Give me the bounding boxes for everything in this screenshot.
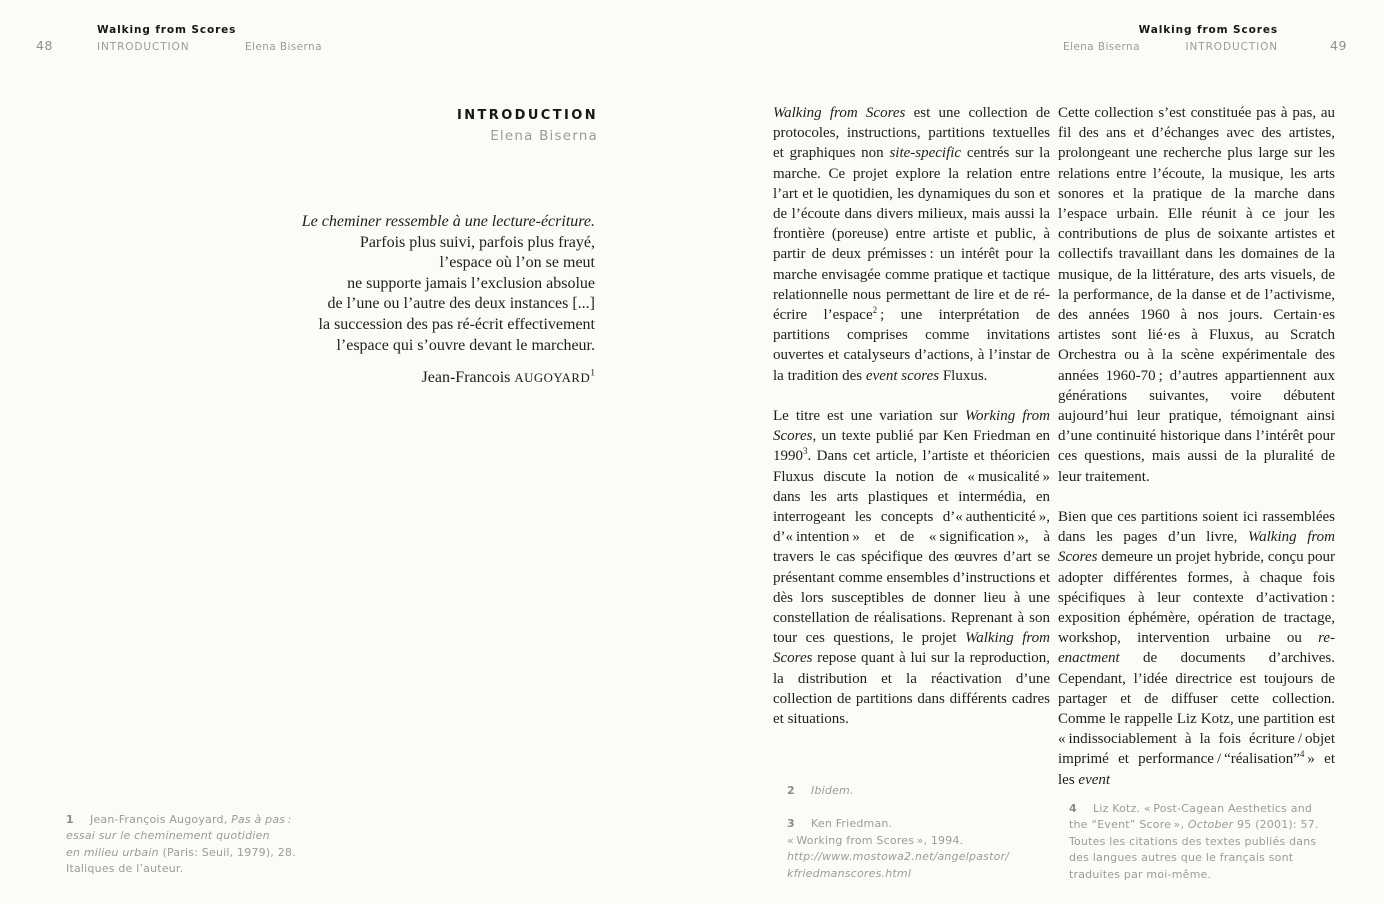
- epigraph-line: ne supporte jamais l’exclusion absolue: [347, 274, 595, 292]
- chapter-title: INTRODUCTION: [457, 108, 598, 123]
- footnote-2: [787, 783, 1052, 799]
- epigraph-attribution: Jean-Francois AUGOYARD$^1$: [421, 367, 595, 387]
- body-column-second: [1058, 103, 1335, 790]
- running-head-chapter-left: INTRODUCTION: [97, 41, 190, 53]
- paragraph: Bien que ces partitions soient ici rassemblées dans les pages d’un livre, Walking from Scores demeure un projet hybride, conçu pour adopter différentes formes, à chaque fois spécifiques à leur contexte d’activation : exposition éphémère, opération de tractage, workshop, intervention urbaine ou re-enactment de documents d’archives. Cependant, l’idée directrice est toujours de partager et de diffuser cette collection. Comme le rappelle Liz Kotz, une partition est « indissociablement à la fois écriture / objet imprimé et performance / “réalisation”$^4$ » et les event: [1058, 509, 1336, 788]
- footnote-text: Liz Kotz. « Post-Cagean Aesthetics and the “Event” Score », October 95 (2001): 57. Toutes les citations des textes publiés dans des langues autres que le français sont traduites par moi-même.: [1069, 802, 1319, 881]
- epigraph-line: la succession des pas ré-écrit effectivement: [318, 315, 595, 333]
- footnote-1: [66, 812, 321, 878]
- footnotes-left-page: [66, 812, 321, 878]
- footnotes-column-first: [787, 783, 1052, 882]
- footnote-3: [787, 816, 1052, 882]
- footnote-number: 3: [787, 817, 795, 831]
- chapter-title-block: [457, 108, 598, 144]
- running-head-book-title-left: Walking from Scores: [97, 24, 237, 36]
- footnote-number: 2: [787, 784, 795, 797]
- epigraph-line: Le cheminer ressemble à une lecture-écriture.: [301, 213, 595, 230]
- footnotes-column-second: [1069, 801, 1354, 883]
- footnote-text: Jean-François Augoyard, Pas à pas : essai sur le cheminement quotidien en milieu urbain (Paris: Seuil, 1979), 28. Italiques de l’auteur.: [66, 813, 296, 876]
- epigraph: [215, 212, 595, 389]
- running-head-author-right: Elena Biserna: [1063, 41, 1140, 53]
- footnote-number: 4: [1069, 802, 1077, 815]
- paragraph: Walking from Scores est une collection de protocoles, instructions, partitions textuelles et graphiques non site-specific centrés sur la marche. Ce projet explore la relation entre l’art et le quotidien, les dynamiques du son et de l’écoute dans divers milieux, mais aussi la frontière (poreuse) entre artiste et public, à partir de deux prémisses : un intérêt pour la marche envisagée comme pratique et tactique relationnelle nous permettant de lire et de ré-écrire l’espace$^2$ ; une interprétation de partitions comprises comme invitations ouvertes et catalyseurs d’actions, à l’instar de la tradition des event scores Fluxus.: [773, 105, 1050, 384]
- epigraph-line: Parfois plus suivi, parfois plus frayé,: [359, 233, 595, 251]
- epigraph-line: de l’une ou l’autre des deux instances [...]: [327, 295, 595, 313]
- body-column-first: [773, 103, 1050, 729]
- running-head-author-left: Elena Biserna: [245, 41, 322, 53]
- epigraph-line: l’espace qui s’ouvre devant le marcheur.: [336, 336, 595, 354]
- page-number-right: 49: [1330, 38, 1347, 53]
- running-head-book-title-right: Walking from Scores: [1138, 24, 1278, 36]
- epigraph-line: l’espace où l’on se meut: [439, 254, 595, 272]
- footnote-4: [1069, 801, 1354, 883]
- paragraph: Cette collection s’est constituée pas à pas, au fil des ans et d’échanges avec des artistes, prolongeant une recherche plus large sur les relations entre l’écoute, la musique, les arts sonores et la pratique de la marche dans l’espace urbain. Elle réunit à ce jour les contributions de plus de soixante artistes et collectifs travaillant dans les domaines de la musique, de la littérature, des arts visuels, de la performance, de la danse et de l’activisme, des années 1960 à nos jours. Certain·es artistes sont lié·es à Fluxus, au Scratch Orchestra ou à la scène expérimentale des années 1960-70 ; d’autres appartiennent aux générations suivantes, voire débutent aujourd’hui leur pratique, témoignant ainsi d’une continuité historique dans l’intérêt pour ces questions, mais aussi de la pluralité de leur traitement.: [1058, 105, 1335, 485]
- paragraph: Le titre est une variation sur Working from Scores, un texte publié par Ken Friedman en 1990$^3$. Dans cet article, l’artiste et théoricien Fluxus discute la notion de « musicalité » dans les arts plastiques et intermédia, en interrogeant les concepts d’« authenticité », d’« intention » et de « signification », à travers le cas spécifique des œuvres d’art se présentant comme ensembles d’instructions et dès lors susceptibles de donner lieu à une constellation de réalisations. Reprenant à son tour ces questions, le projet Walking from Scores repose quant à lui sur la reproduction, la distribution et la réactivation d’une collection de partitions dans différents cadres et situations.: [773, 408, 1050, 728]
- footnote-number: 1: [66, 813, 74, 826]
- footnote-text: Ken Friedman. « Working from Scores », 1994. http://www.mostowa2.net/angelpastor/ kfriedmanscores.html: [787, 817, 1010, 880]
- running-head-chapter-right: INTRODUCTION: [1185, 41, 1278, 53]
- footnote-text: Ibidem.: [811, 784, 854, 797]
- chapter-author: Elena Biserna: [490, 128, 598, 144]
- page-number-left: 48: [36, 38, 53, 53]
